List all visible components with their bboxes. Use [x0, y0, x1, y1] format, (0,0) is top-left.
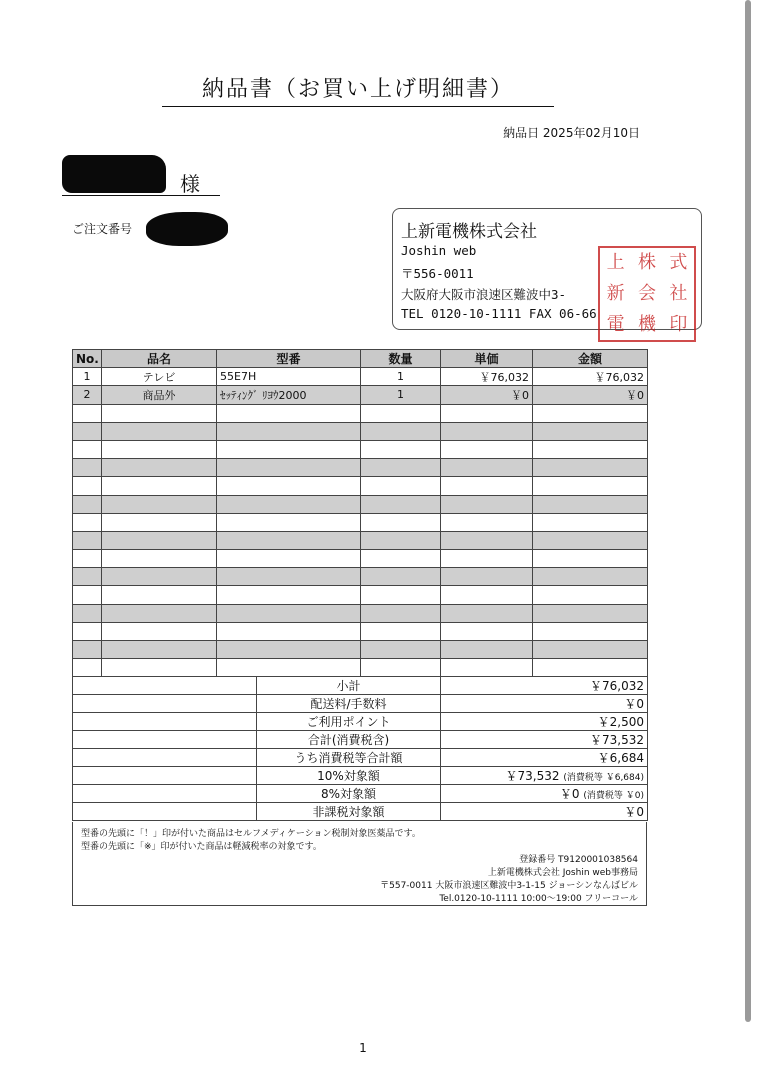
- summary-row: [73, 749, 648, 767]
- empty-cell: [217, 422, 361, 440]
- empty-cell: [533, 422, 648, 440]
- empty-cell: [533, 550, 648, 568]
- cell-item-name: テレビ: [102, 368, 217, 386]
- empty-cell: [533, 604, 648, 622]
- company-line-phone: TEL 0120-10-1111 FAX 06-66: [401, 306, 597, 321]
- summary-label: ご利用ポイント: [257, 713, 441, 731]
- empty-cell: [441, 477, 533, 495]
- cell-amount: ￥76,032: [533, 368, 648, 386]
- summary-row: [73, 677, 648, 695]
- empty-cell: [217, 477, 361, 495]
- empty-cell: [102, 404, 217, 422]
- table-row-empty: [73, 586, 648, 604]
- empty-cell: [73, 422, 102, 440]
- empty-cell: [441, 659, 533, 677]
- empty-cell: [533, 659, 648, 677]
- summary-label: 8%対象額: [257, 785, 441, 803]
- empty-cell: [73, 641, 102, 659]
- summary-row: [73, 731, 648, 749]
- cell-unit-price: ￥76,032: [441, 368, 533, 386]
- footer-address: 〒557-0011 大阪市浪速区難波中3-1-15 ジョーシンなんばビル: [380, 881, 638, 891]
- empty-cell: [217, 586, 361, 604]
- table-row: [73, 386, 648, 404]
- summary-value: ￥76,032: [590, 679, 644, 693]
- cell-item-name: 商品外: [102, 386, 217, 404]
- page-number: 1: [359, 1041, 367, 1055]
- footer-office-name: 上新電機株式会社 Joshin web事務局: [487, 868, 638, 878]
- empty-cell: [361, 440, 441, 458]
- summary-label: 10%対象額: [257, 767, 441, 785]
- summary-value: ￥73,532: [590, 733, 644, 747]
- table-row-empty: [73, 659, 648, 677]
- table-row-empty: [73, 641, 648, 659]
- summary-value: ￥0: [559, 787, 580, 801]
- empty-cell: [533, 531, 648, 549]
- header-model: 型番: [217, 350, 361, 368]
- empty-cell: [361, 513, 441, 531]
- cell-model: 55E7H: [217, 368, 361, 386]
- summary-label: 配送料/手数料: [257, 695, 441, 713]
- table-row-empty: [73, 440, 648, 458]
- empty-cell: [361, 531, 441, 549]
- empty-cell: [102, 459, 217, 477]
- empty-cell: [73, 604, 102, 622]
- summary-value: ￥2,500: [597, 715, 644, 729]
- empty-cell: [217, 641, 361, 659]
- table-row-empty: [73, 495, 648, 513]
- empty-cell: [533, 495, 648, 513]
- company-line-postal: 〒556-0011: [401, 266, 474, 281]
- empty-cell: [102, 422, 217, 440]
- table-row-empty: [73, 622, 648, 640]
- table-row-empty: [73, 422, 648, 440]
- empty-cell: [73, 459, 102, 477]
- empty-cell: [441, 459, 533, 477]
- summary-value: ￥0: [624, 805, 644, 819]
- table-row: [73, 368, 648, 386]
- empty-cell: [73, 477, 102, 495]
- cell-quantity: 1: [361, 368, 441, 386]
- cell-no: 2: [73, 386, 102, 404]
- empty-cell: [361, 641, 441, 659]
- empty-cell: [361, 477, 441, 495]
- table-row-empty: [73, 531, 648, 549]
- empty-cell: [102, 659, 217, 677]
- order-number-label: ご注文番号: [72, 222, 133, 236]
- empty-cell: [73, 495, 102, 513]
- notes-footer-box: [72, 822, 647, 906]
- empty-cell: [102, 622, 217, 640]
- summary-value: ￥6,684: [597, 751, 644, 765]
- empty-cell: [102, 531, 217, 549]
- empty-cell: [533, 459, 648, 477]
- empty-cell: [217, 604, 361, 622]
- empty-cell: [533, 586, 648, 604]
- empty-cell: [533, 477, 648, 495]
- header-item-name: 品名: [102, 350, 217, 368]
- empty-cell: [533, 440, 648, 458]
- empty-cell: [73, 404, 102, 422]
- empty-cell: [441, 604, 533, 622]
- header-quantity: 数量: [361, 350, 441, 368]
- empty-cell: [73, 531, 102, 549]
- honorific-sama: 様: [180, 172, 200, 196]
- empty-cell: [73, 513, 102, 531]
- empty-cell: [361, 495, 441, 513]
- empty-cell: [361, 604, 441, 622]
- table-row-empty: [73, 459, 648, 477]
- empty-cell: [217, 531, 361, 549]
- empty-cell: [73, 659, 102, 677]
- empty-cell: [73, 568, 102, 586]
- seal-character: 式: [669, 252, 688, 274]
- empty-cell: [217, 550, 361, 568]
- empty-cell: [361, 459, 441, 477]
- empty-cell: [441, 550, 533, 568]
- empty-cell: [73, 440, 102, 458]
- seal-character: 会: [637, 282, 656, 304]
- note-self-medication: 型番の先頭に「！」印が付いた商品はセルフメディケーション税制対象医薬品です。: [81, 829, 421, 839]
- empty-cell: [73, 550, 102, 568]
- table-row-empty: [73, 550, 648, 568]
- table-row-empty: [73, 513, 648, 531]
- footer-phone: Tel.0120-10-1111 10:00～19:00 フリーコール: [439, 894, 638, 904]
- empty-cell: [533, 404, 648, 422]
- seal-character: 機: [637, 313, 656, 335]
- empty-cell: [361, 422, 441, 440]
- customer-name-line: [62, 155, 220, 196]
- empty-cell: [102, 586, 217, 604]
- empty-cell: [533, 568, 648, 586]
- seal-character: 新: [606, 282, 625, 304]
- summary-label: 合計(消費税含): [257, 731, 441, 749]
- cell-amount: ￥0: [533, 386, 648, 404]
- table-row-empty: [73, 404, 648, 422]
- scrollbar[interactable]: [745, 0, 751, 1022]
- empty-cell: [73, 622, 102, 640]
- summary-row: [73, 803, 648, 821]
- empty-cell: [217, 440, 361, 458]
- empty-cell: [441, 622, 533, 640]
- table-row-empty: [73, 477, 648, 495]
- note-reduced-tax: 型番の先頭に「※」印が付いた商品は軽減税率の対象です。: [81, 842, 322, 852]
- empty-cell: [217, 622, 361, 640]
- company-line-site: Joshin web: [401, 243, 477, 258]
- footer-registration-number: 登録番号 T9120001038564: [519, 855, 638, 865]
- header-no: No.: [73, 350, 102, 368]
- cell-unit-price: ￥0: [441, 386, 533, 404]
- empty-cell: [217, 459, 361, 477]
- empty-cell: [441, 422, 533, 440]
- empty-cell: [441, 404, 533, 422]
- seal-character: 上: [606, 252, 625, 274]
- summary-label: うち消費税等合計額: [257, 749, 441, 767]
- empty-cell: [217, 513, 361, 531]
- empty-cell: [361, 404, 441, 422]
- summary-row: [73, 713, 648, 731]
- summary-label: 小計: [257, 677, 441, 695]
- summary-value: ￥0: [624, 697, 644, 711]
- empty-cell: [441, 531, 533, 549]
- empty-cell: [533, 641, 648, 659]
- header-unit-price: 単価: [441, 350, 533, 368]
- empty-cell: [441, 641, 533, 659]
- summary-row: [73, 695, 648, 713]
- empty-cell: [102, 641, 217, 659]
- items-header-row: [73, 350, 648, 368]
- empty-cell: [441, 440, 533, 458]
- seal-character: 株: [637, 252, 656, 274]
- empty-cell: [217, 659, 361, 677]
- redacted-customer-name: [62, 155, 166, 193]
- empty-cell: [102, 513, 217, 531]
- summary-row: [73, 785, 648, 803]
- empty-cell: [441, 513, 533, 531]
- table-row-empty: [73, 568, 648, 586]
- company-line-address: 大阪府大阪市浪速区難波中3-: [401, 287, 567, 302]
- empty-cell: [102, 440, 217, 458]
- empty-cell: [102, 477, 217, 495]
- empty-cell: [102, 550, 217, 568]
- delivery-date: 納品日 2025年02月10日: [503, 126, 640, 140]
- summary-tax-note: (消費税等 ￥0): [583, 791, 644, 801]
- seal-character: 電: [606, 313, 625, 335]
- items-table: [72, 349, 648, 677]
- empty-cell: [102, 495, 217, 513]
- empty-cell: [441, 586, 533, 604]
- empty-cell: [361, 586, 441, 604]
- empty-cell: [217, 495, 361, 513]
- cell-model: ｾｯﾃｨﾝｸﾞ ﾘﾖｳ2000: [217, 386, 361, 404]
- empty-cell: [102, 568, 217, 586]
- seal-character: 社: [669, 282, 688, 304]
- cell-quantity: 1: [361, 386, 441, 404]
- empty-cell: [217, 404, 361, 422]
- summary-tax-note: (消費税等 ￥6,684): [563, 773, 644, 783]
- summary-value: ￥73,532: [505, 769, 560, 783]
- redacted-order-number: [146, 212, 228, 246]
- summary-row: [73, 767, 648, 785]
- summary-label: 非課税対象額: [257, 803, 441, 821]
- empty-cell: [441, 495, 533, 513]
- empty-cell: [217, 568, 361, 586]
- empty-cell: [441, 568, 533, 586]
- company-seal-stamp: [598, 246, 696, 342]
- table-row-empty: [73, 604, 648, 622]
- empty-cell: [361, 622, 441, 640]
- summary-table: [72, 676, 648, 821]
- empty-cell: [533, 513, 648, 531]
- empty-cell: [361, 550, 441, 568]
- empty-cell: [73, 586, 102, 604]
- empty-cell: [361, 568, 441, 586]
- document-title: 納品書（お買い上げ明細書）: [162, 72, 554, 107]
- company-name: 上新電機株式会社: [401, 222, 537, 242]
- empty-cell: [533, 622, 648, 640]
- header-amount: 金額: [533, 350, 648, 368]
- cell-no: 1: [73, 368, 102, 386]
- empty-cell: [361, 659, 441, 677]
- seal-character: 印: [669, 313, 688, 335]
- empty-cell: [102, 604, 217, 622]
